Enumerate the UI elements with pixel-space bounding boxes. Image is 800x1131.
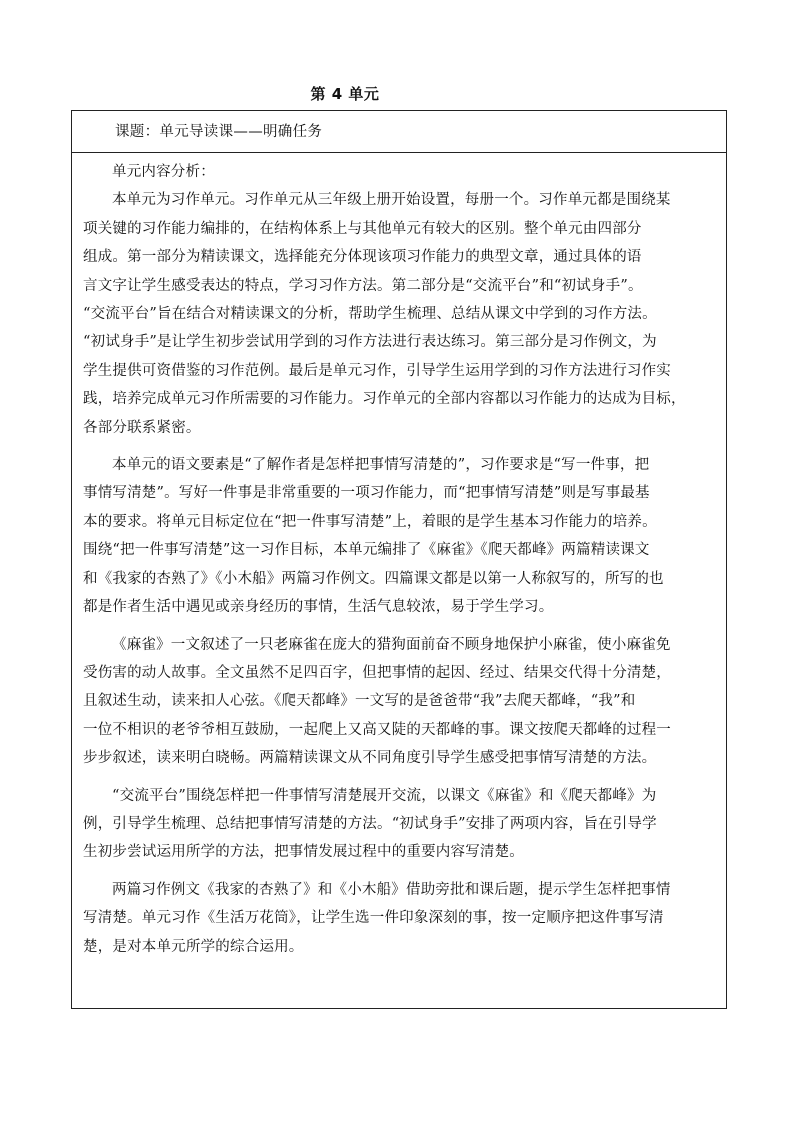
- text-line: 言文字让学生感受表达的特点，学习习作方法。第二部分是“交流平台”和“初试身手”。: [83, 277, 643, 294]
- content-cell: [72, 153, 726, 1008]
- text-line: 步步叙述，读来明白晓畅。两篇精读课文从不同角度引导学生感受把事情写清楚的方法。: [83, 750, 657, 767]
- paragraph: [83, 631, 715, 773]
- text-line: 本的要求。将单元目标定位在“把一件事写清楚”上，着眼的是学生基本习作能力的培养。: [83, 513, 657, 530]
- topic-row: [72, 111, 726, 153]
- paragraph: [83, 451, 715, 621]
- text-line: 本单元的语文要素是“了解作者是怎样把事情写清楚的”，习作要求是“写一件事，把: [112, 457, 650, 474]
- lesson-table: [71, 110, 727, 1009]
- text-line: 两篇习作例文《我家的杏熟了》和《小木船》借助旁批和课后题，提示学生怎样把事情: [112, 881, 671, 898]
- text-line: 《麻雀》一文叙述了一只老麻雀在庞大的猎狗面前奋不顾身地保护小麻雀，使小麻雀免: [112, 636, 671, 653]
- text-line: 和《我家的杏熟了》《小木船》两篇习作例文。四篇课文都是以第一人称叙写的，所写的也: [83, 570, 664, 587]
- analysis-heading: 单元内容分析：: [112, 164, 215, 180]
- text-line: 各部分联系紧密。: [83, 419, 201, 436]
- paragraph: [83, 186, 715, 442]
- text-line: 例，引导学生梳理、总结把事情写清楚的方法。“初试身手”安排了两项内容，旨在引导学: [83, 815, 657, 832]
- paragraph: [83, 782, 715, 867]
- text-line: 围绕“把一件事写清楚”这一习作目标，本单元编排了《麻雀》《爬天都峰》两篇精读课文: [83, 542, 650, 559]
- text-line: 都是作者生活中遇见或亲身经历的事情，生活气息较浓，易于学生学习。: [83, 599, 554, 616]
- topic-text: 课题：单元导读课——明确任务: [115, 124, 323, 140]
- text-line: 践，培养完成单元习作所需要的习作能力。习作单元的全部内容都以习作能力的达成为目标，: [83, 391, 686, 408]
- text-line: “交流平台”围绕怎样把一件事情写清楚展开交流，以课文《麻雀》和《爬天都峰》为: [112, 787, 657, 804]
- text-line: “交流平台”旨在结合对精读课文的分析，帮助学生梳理、总结从课文中学到的习作方法。: [83, 306, 657, 323]
- text-line: 一位不相识的老爷爷相互鼓励，一起爬上又高又陡的天都峰的事。课文按爬天都峰的过程一: [83, 721, 671, 738]
- text-line: 写清楚。单元习作《生活万花筒》，让学生选一件印象深刻的事，按一定顺序把这件事写清: [83, 910, 664, 927]
- text-line: 本单元为习作单元。习作单元从三年级上册开始设置，每册一个。习作单元都是围绕某: [112, 192, 671, 209]
- unit-title: 第 4 单元: [310, 85, 380, 103]
- text-line: 项关键的习作能力编排的，在结构体系上与其他单元有较大的区别。整个单元由四部分: [83, 220, 642, 237]
- text-line: 楚，是对本单元所学的综合运用。: [83, 938, 304, 955]
- paragraph: [83, 876, 715, 961]
- text-line: “初试身手”是让学生初步尝试用学到的习作方法进行表达练习。第三部分是习作例文，为: [83, 334, 657, 351]
- text-line: 生初步尝试运用所学的方法，把事情发展过程中的重要内容写清楚。: [83, 844, 524, 861]
- text-line: 组成。第一部分为精读课文，选择能充分体现该项习作能力的典型文章，通过具体的语: [83, 249, 642, 266]
- text-line: 学生提供可资借鉴的习作范例。最后是单元习作，引导学生运用学到的习作方法进行习作实: [83, 362, 671, 379]
- text-line: 受伤害的动人故事。全文虽然不足四百字，但把事情的起因、经过、结果交代得十分清楚，: [83, 664, 671, 681]
- text-line: 事情写清楚”。写好一件事是非常重要的一项习作能力，而“把事情写清楚”则是写事最基: [83, 485, 650, 502]
- text-line: 且叙述生动，读来扣人心弦。《爬天都峰》一文写的是爸爸带“我”去爬天都峰，“我”和: [83, 693, 636, 710]
